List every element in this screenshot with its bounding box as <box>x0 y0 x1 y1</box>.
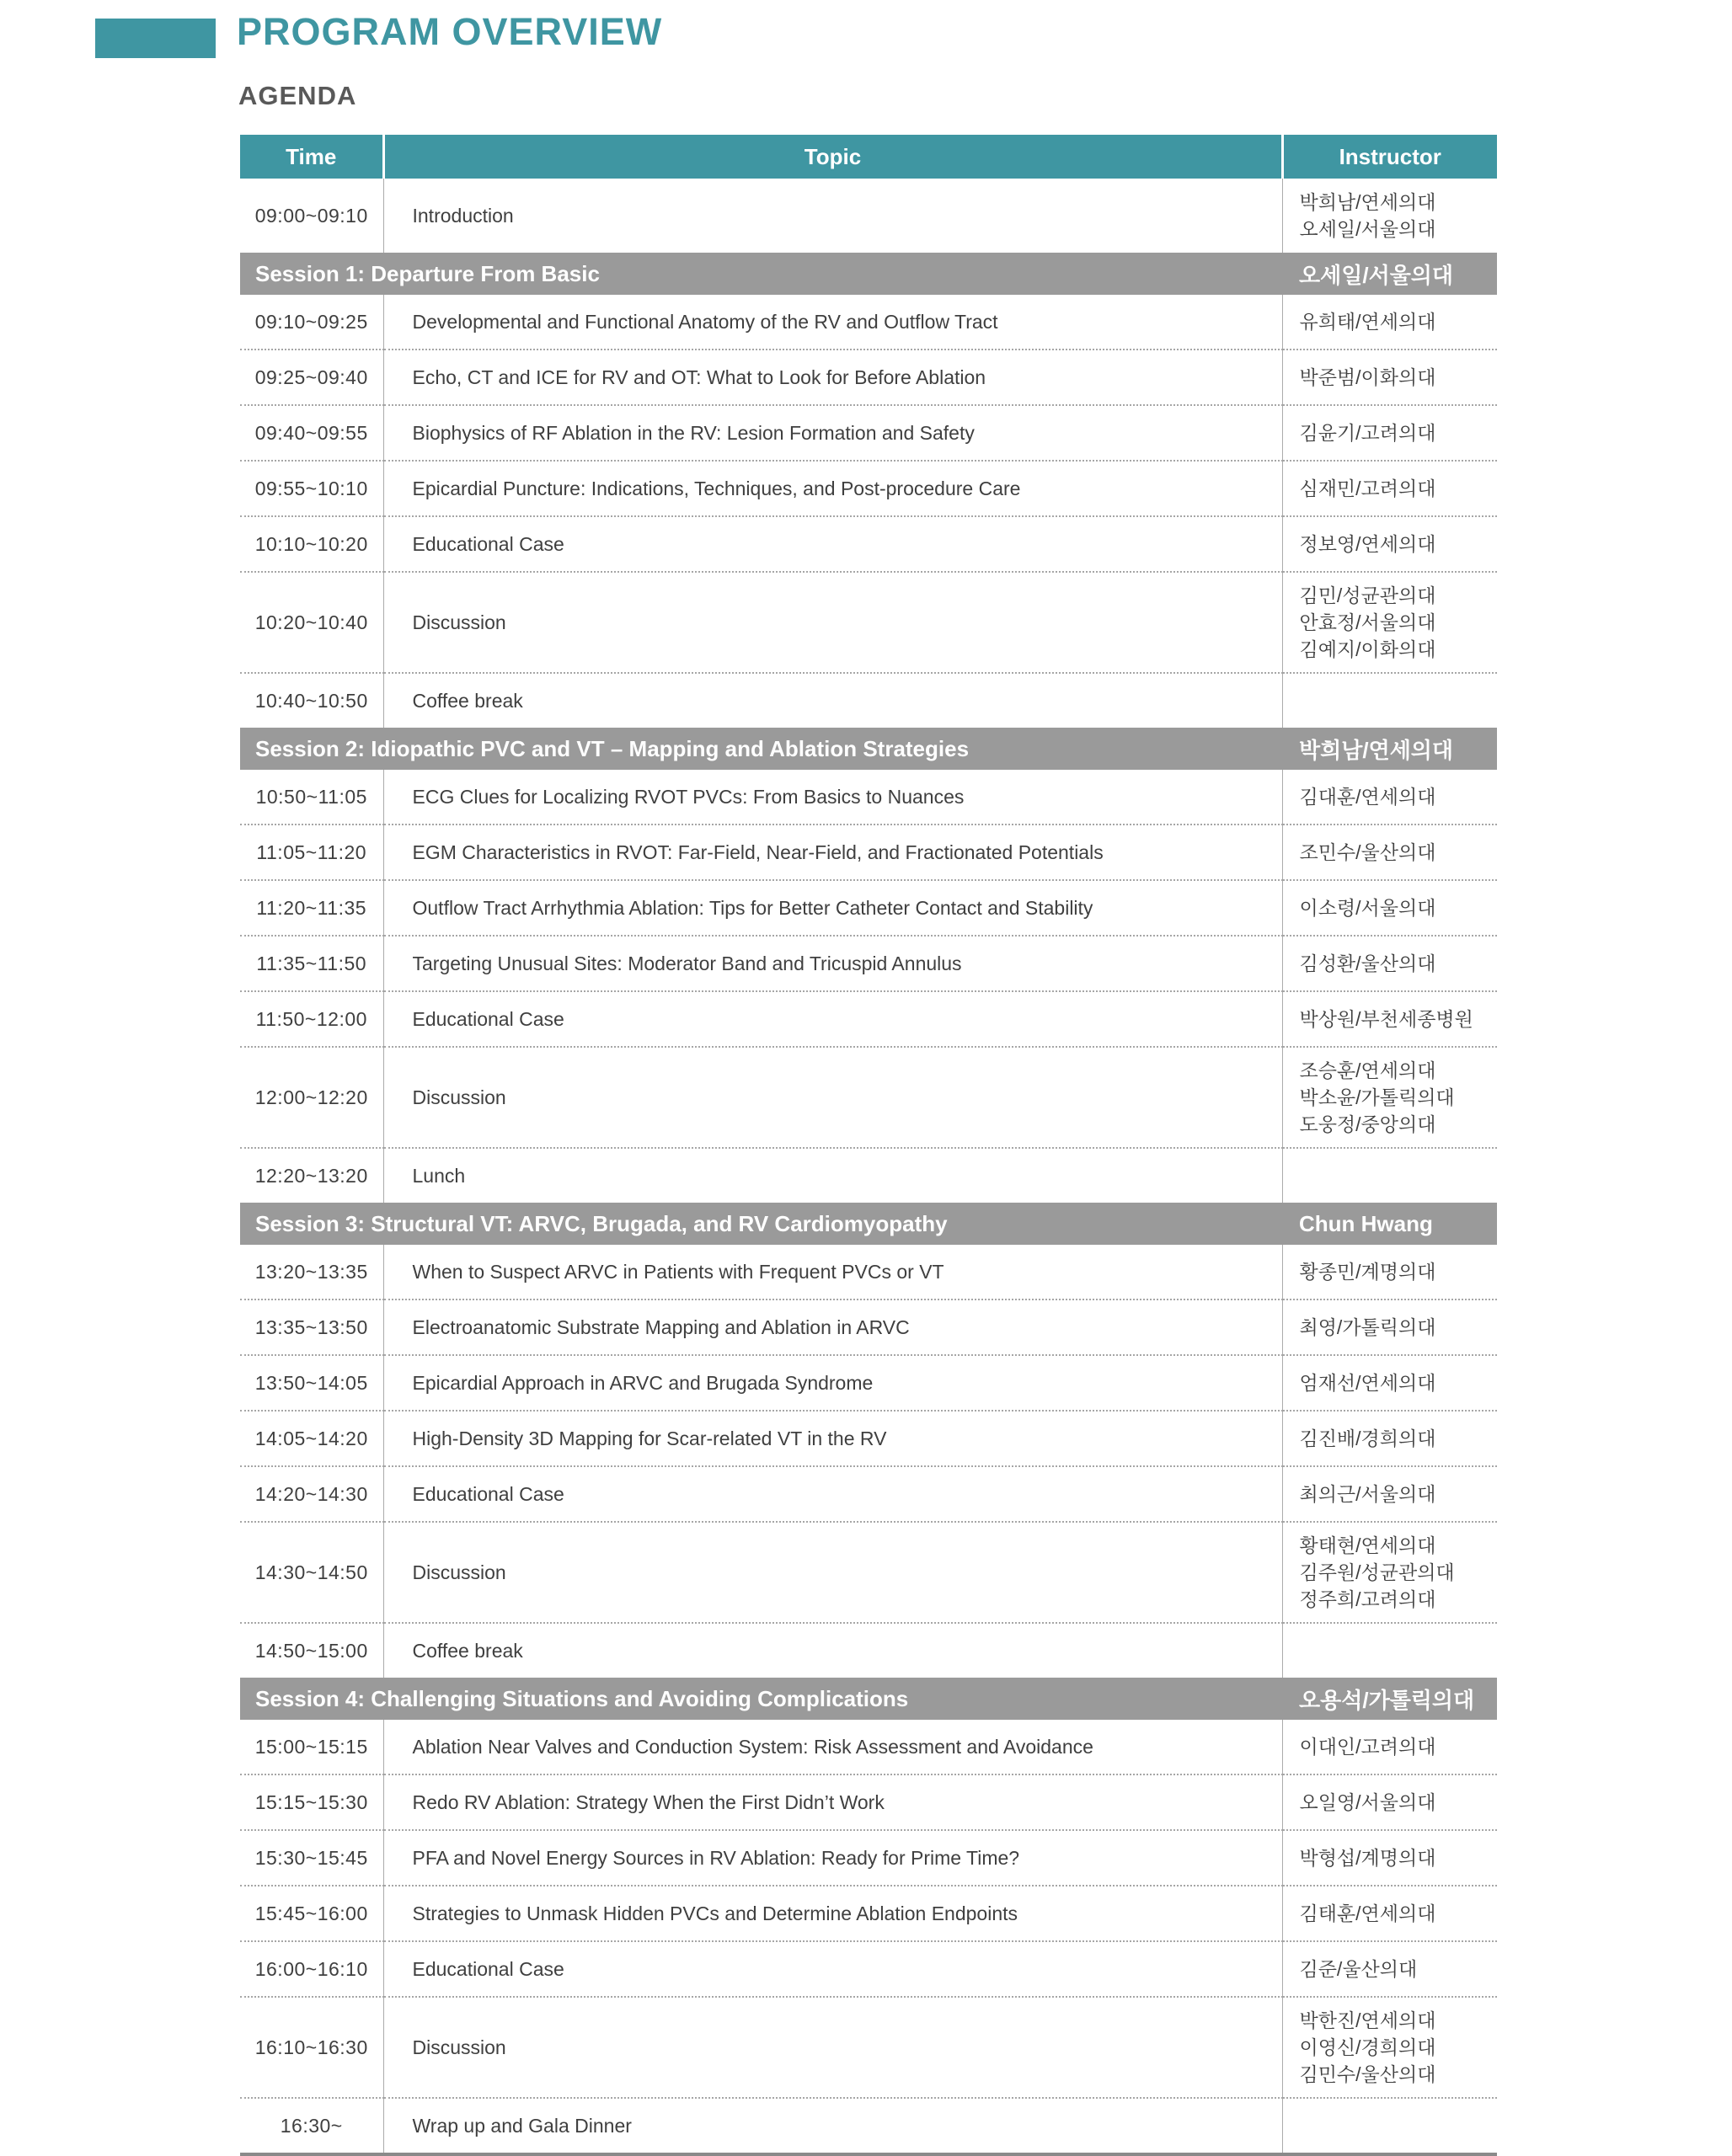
agenda-row <box>240 880 1497 936</box>
agenda-row <box>240 461 1497 516</box>
instructor-line: 오일영/서울의대 <box>1299 1790 1436 1813</box>
topic-cell: Educational Case <box>383 991 1282 1047</box>
topic-cell: EGM Characteristics in RVOT: Far-Field, Near-Field, and Fractionated Potentials <box>383 825 1282 880</box>
time-cell: 12:20~13:20 <box>240 1148 383 1203</box>
topic-cell: Strategies to Unmask Hidden PVCs and Determine Ablation Endpoints <box>383 1886 1282 1941</box>
instructor-line: 이대인/고려의대 <box>1299 1735 1436 1758</box>
session-title: Session 4: Challenging Situations and Avoiding Complications <box>240 1678 1282 1720</box>
topic-cell: Electroanatomic Substrate Mapping and Ablation in ARVC <box>383 1299 1282 1355</box>
topic-cell: Coffee break <box>383 1623 1282 1678</box>
instructor-line: 김태훈/연세의대 <box>1299 1902 1436 1924</box>
agenda-row <box>240 572 1497 673</box>
agenda-row <box>240 1623 1497 1678</box>
agenda-row <box>240 1047 1497 1148</box>
time-cell: 13:20~13:35 <box>240 1245 383 1299</box>
topic-cell: PFA and Novel Energy Sources in RV Ablation: Ready for Prime Time? <box>383 1830 1282 1886</box>
table-header-row <box>240 135 1497 179</box>
topic-cell: Epicardial Approach in ARVC and Brugada Syndrome <box>383 1355 1282 1411</box>
column-header-time: Time <box>240 135 383 179</box>
instructor-line: 이영신/경희의대 <box>1299 2036 1436 2058</box>
instructor-cell <box>1282 1047 1497 1148</box>
topic-cell: Biophysics of RF Ablation in the RV: Lesion Formation and Safety <box>383 405 1282 461</box>
time-cell: 15:45~16:00 <box>240 1886 383 1941</box>
session-chair: Chun Hwang <box>1282 1203 1497 1245</box>
agenda-row <box>240 673 1497 728</box>
instructor-cell <box>1282 936 1497 991</box>
time-cell: 13:35~13:50 <box>240 1299 383 1355</box>
instructor-cell <box>1282 1997 1497 2098</box>
time-cell: 10:50~11:05 <box>240 770 383 825</box>
time-cell: 09:40~09:55 <box>240 405 383 461</box>
topic-cell: Outflow Tract Arrhythmia Ablation: Tips for Better Catheter Contact and Stability <box>383 880 1282 936</box>
topic-cell: Ablation Near Valves and Conduction System: Risk Assessment and Avoidance <box>383 1720 1282 1774</box>
topic-cell: Targeting Unusual Sites: Moderator Band and Tricuspid Annulus <box>383 936 1282 991</box>
agenda-row <box>240 770 1497 825</box>
agenda-row <box>240 1997 1497 2098</box>
agenda-row <box>240 936 1497 991</box>
instructor-line: 박소윤/가톨릭의대 <box>1299 1086 1455 1108</box>
instructor-line: 박상원/부천세종병원 <box>1299 1007 1473 1030</box>
time-cell: 11:35~11:50 <box>240 936 383 991</box>
instructor-line: 김대훈/연세의대 <box>1299 785 1436 808</box>
instructor-cell <box>1282 572 1497 673</box>
agenda-row <box>240 1774 1497 1830</box>
instructor-line: 유희태/연세의대 <box>1299 310 1436 333</box>
time-cell: 09:10~09:25 <box>240 295 383 350</box>
instructor-cell <box>1282 1355 1497 1411</box>
agenda-row <box>240 825 1497 880</box>
agenda-row <box>240 350 1497 405</box>
instructor-line: 김민/성균관의대 <box>1299 584 1436 606</box>
instructor-cell <box>1282 516 1497 572</box>
topic-cell: Educational Case <box>383 516 1282 572</box>
topic-cell: Lunch <box>383 1148 1282 1203</box>
instructor-cell <box>1282 461 1497 516</box>
agenda-row <box>240 2098 1497 2154</box>
instructor-line: 정보영/연세의대 <box>1299 532 1436 555</box>
agenda-row <box>240 179 1497 253</box>
instructor-line: 오세일/서울의대 <box>1299 218 1436 240</box>
instructor-cell <box>1282 770 1497 825</box>
agenda-row <box>240 1411 1497 1466</box>
agenda-row <box>240 991 1497 1047</box>
column-header-topic: Topic <box>383 135 1282 179</box>
instructor-cell <box>1282 1941 1497 1997</box>
agenda-row <box>240 1355 1497 1411</box>
instructor-line: 엄재선/연세의대 <box>1299 1371 1436 1394</box>
instructor-line: 박준범/이화의대 <box>1299 366 1436 388</box>
time-cell: 11:20~11:35 <box>240 880 383 936</box>
instructor-cell <box>1282 1245 1497 1299</box>
instructor-cell <box>1282 1774 1497 1830</box>
instructor-cell <box>1282 1299 1497 1355</box>
time-cell: 14:20~14:30 <box>240 1466 383 1522</box>
topic-cell: ECG Clues for Localizing RVOT PVCs: From Basics to Nuances <box>383 770 1282 825</box>
instructor-cell <box>1282 295 1497 350</box>
topic-cell: Redo RV Ablation: Strategy When the First Didn’t Work <box>383 1774 1282 1830</box>
instructor-line: 정주희/고려의대 <box>1299 1588 1436 1611</box>
instructor-line: 박형섭/계명의대 <box>1299 1846 1436 1869</box>
agenda-row <box>240 1886 1497 1941</box>
time-cell: 16:30~ <box>240 2098 383 2154</box>
instructor-line: 김민수/울산의대 <box>1299 2063 1436 2086</box>
topic-cell: Introduction <box>383 179 1282 253</box>
instructor-line: 조승훈/연세의대 <box>1299 1059 1436 1081</box>
instructor-cell <box>1282 179 1497 253</box>
instructor-cell <box>1282 991 1497 1047</box>
instructor-line: 도웅정/중앙의대 <box>1299 1113 1436 1136</box>
instructor-cell <box>1282 405 1497 461</box>
page-title: PROGRAM OVERVIEW <box>237 10 663 53</box>
topic-cell: Discussion <box>383 572 1282 673</box>
instructor-cell <box>1282 673 1497 728</box>
column-header-instructor: Instructor <box>1282 135 1497 179</box>
instructor-line: 김주원/성균관의대 <box>1299 1561 1455 1583</box>
instructor-cell <box>1282 825 1497 880</box>
instructor-line: 황태현/연세의대 <box>1299 1534 1436 1556</box>
time-cell: 13:50~14:05 <box>240 1355 383 1411</box>
agenda-row <box>240 1941 1497 1997</box>
instructor-cell <box>1282 1623 1497 1678</box>
time-cell: 14:30~14:50 <box>240 1522 383 1623</box>
time-cell: 16:10~16:30 <box>240 1997 383 2098</box>
instructor-line: 최의근/서울의대 <box>1299 1482 1436 1505</box>
time-cell: 15:15~15:30 <box>240 1774 383 1830</box>
agenda-table <box>240 135 1497 2156</box>
topic-cell: When to Suspect ARVC in Patients with Frequent PVCs or VT <box>383 1245 1282 1299</box>
time-cell: 11:05~11:20 <box>240 825 383 880</box>
session-title: Session 2: Idiopathic PVC and VT – Mapping and Ablation Strategies <box>240 728 1282 770</box>
session-title: Session 3: Structural VT: ARVC, Brugada, and RV Cardiomyopathy <box>240 1203 1282 1245</box>
session-row <box>240 728 1497 770</box>
time-cell: 10:20~10:40 <box>240 572 383 673</box>
agenda-row <box>240 516 1497 572</box>
instructor-line: 박희남/연세의대 <box>1299 190 1436 213</box>
instructor-cell <box>1282 1148 1497 1203</box>
instructor-cell <box>1282 2098 1497 2154</box>
topic-cell: Coffee break <box>383 673 1282 728</box>
instructor-cell <box>1282 1886 1497 1941</box>
instructor-line: 박한진/연세의대 <box>1299 2009 1436 2031</box>
time-cell: 14:05~14:20 <box>240 1411 383 1466</box>
agenda-row <box>240 1245 1497 1299</box>
time-cell: 10:10~10:20 <box>240 516 383 572</box>
instructor-line: 조민수/울산의대 <box>1299 841 1436 863</box>
instructor-cell <box>1282 880 1497 936</box>
agenda-row <box>240 1466 1497 1522</box>
instructor-cell <box>1282 1830 1497 1886</box>
agenda-row <box>240 1148 1497 1203</box>
instructor-line: 심재민/고려의대 <box>1299 477 1436 499</box>
topic-cell: Developmental and Functional Anatomy of the RV and Outflow Tract <box>383 295 1282 350</box>
agenda-row <box>240 1299 1497 1355</box>
instructor-line: 김진배/경희의대 <box>1299 1427 1436 1449</box>
topic-cell: Wrap up and Gala Dinner <box>383 2098 1282 2154</box>
topic-cell: Discussion <box>383 1522 1282 1623</box>
instructor-line: 황종민/계명의대 <box>1299 1260 1436 1283</box>
session-title: Session 1: Departure From Basic <box>240 253 1282 295</box>
time-cell: 14:50~15:00 <box>240 1623 383 1678</box>
session-chair: 오용석/가톨릭의대 <box>1282 1678 1497 1720</box>
instructor-line: 김예지/이화의대 <box>1299 638 1436 661</box>
agenda-row <box>240 405 1497 461</box>
title-accent-bar <box>95 19 216 58</box>
time-cell: 11:50~12:00 <box>240 991 383 1047</box>
instructor-line: 안효정/서울의대 <box>1299 611 1436 633</box>
instructor-line: 김준/울산의대 <box>1299 1957 1418 1980</box>
topic-cell: Echo, CT and ICE for RV and OT: What to Look for Before Ablation <box>383 350 1282 405</box>
session-row <box>240 253 1497 295</box>
time-cell: 09:25~09:40 <box>240 350 383 405</box>
instructor-line: 이소령/서울의대 <box>1299 896 1436 919</box>
agenda-row <box>240 1830 1497 1886</box>
session-chair: 오세일/서울의대 <box>1282 253 1497 295</box>
time-cell: 09:55~10:10 <box>240 461 383 516</box>
topic-cell: Educational Case <box>383 1941 1282 1997</box>
instructor-cell <box>1282 1411 1497 1466</box>
agenda-row <box>240 1522 1497 1623</box>
topic-cell: Educational Case <box>383 1466 1282 1522</box>
agenda-heading: AGENDA <box>238 81 357 110</box>
agenda-row <box>240 295 1497 350</box>
instructor-cell <box>1282 1466 1497 1522</box>
session-row <box>240 1678 1497 1720</box>
topic-cell: Epicardial Puncture: Indications, Techniques, and Post-procedure Care <box>383 461 1282 516</box>
agenda-row <box>240 1720 1497 1774</box>
topic-cell: High-Density 3D Mapping for Scar-related VT in the RV <box>383 1411 1282 1466</box>
session-row <box>240 1203 1497 1245</box>
topic-cell: Discussion <box>383 1997 1282 2098</box>
session-chair: 박희남/연세의대 <box>1282 728 1497 770</box>
time-cell: 15:30~15:45 <box>240 1830 383 1886</box>
instructor-line: 김윤기/고려의대 <box>1299 421 1436 444</box>
instructor-line: 최영/가톨릭의대 <box>1299 1315 1436 1338</box>
instructor-cell <box>1282 1720 1497 1774</box>
instructor-line: 김성환/울산의대 <box>1299 952 1436 974</box>
topic-cell: Discussion <box>383 1047 1282 1148</box>
time-cell: 10:40~10:50 <box>240 673 383 728</box>
time-cell: 16:00~16:10 <box>240 1941 383 1997</box>
time-cell: 12:00~12:20 <box>240 1047 383 1148</box>
time-cell: 15:00~15:15 <box>240 1720 383 1774</box>
time-cell: 09:00~09:10 <box>240 179 383 253</box>
instructor-cell <box>1282 350 1497 405</box>
instructor-cell <box>1282 1522 1497 1623</box>
